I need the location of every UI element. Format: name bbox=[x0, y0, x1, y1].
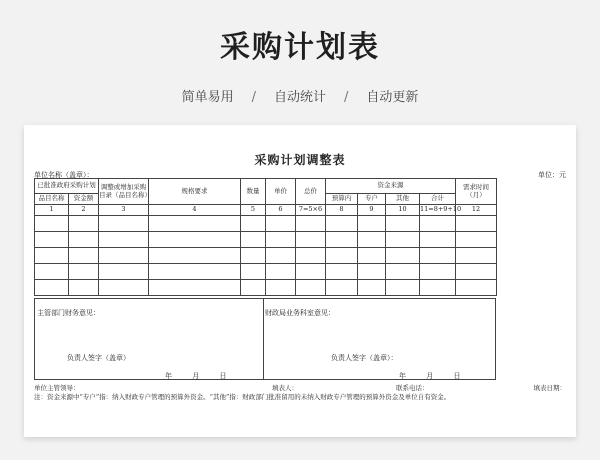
table-cell bbox=[69, 232, 99, 248]
index-cell: 3 bbox=[99, 205, 149, 216]
index-cell: 4 bbox=[149, 205, 241, 216]
index-cell: 10 bbox=[386, 205, 420, 216]
table-cell bbox=[456, 232, 497, 248]
table-cell bbox=[99, 232, 149, 248]
table-cell bbox=[266, 216, 296, 232]
bureau-date: 年 月 日 bbox=[399, 372, 461, 380]
index-cell: 6 bbox=[266, 205, 296, 216]
empty-rows bbox=[35, 216, 497, 296]
table-cell bbox=[69, 264, 99, 280]
table-cell bbox=[386, 216, 420, 232]
table-cell bbox=[326, 232, 358, 248]
form-preview bbox=[24, 125, 576, 437]
table-cell bbox=[386, 248, 420, 264]
table-cell bbox=[35, 232, 69, 248]
table-cell bbox=[326, 216, 358, 232]
unit-name-label: 单位名称（盖章）： bbox=[34, 171, 94, 179]
table-cell bbox=[266, 232, 296, 248]
footer-phone: 联系电话： bbox=[396, 384, 429, 392]
feature-tagline bbox=[0, 86, 600, 105]
index-cell: 1 bbox=[35, 205, 69, 216]
index-cell: 12 bbox=[456, 205, 497, 216]
table-cell bbox=[358, 216, 386, 232]
table-cell bbox=[420, 264, 456, 280]
table-cell bbox=[296, 216, 326, 232]
footer-filler: 填表人： bbox=[272, 384, 298, 392]
finance-opinion-title: 主管部门财务意见： bbox=[37, 309, 100, 317]
table-cell bbox=[420, 216, 456, 232]
index-row bbox=[35, 205, 497, 216]
header-other: 其他 bbox=[386, 194, 420, 205]
table-cell bbox=[149, 280, 241, 296]
header-sum: 合计 bbox=[420, 194, 456, 205]
header-total: 总价 bbox=[296, 179, 326, 205]
table-row bbox=[35, 264, 497, 280]
footnote: 注：资金来源中“专户”指：纳入财政专户管理的预算外资金。“其他”指：财政部门批准留用的未纳入财政专户管理的预算外资金及单位自有资金。 bbox=[34, 393, 451, 401]
finance-sign: 负责人签字（盖章） bbox=[67, 354, 130, 362]
bureau-opinion-title: 财政局业务科室意见： bbox=[265, 309, 335, 317]
header-fund-source: 资金来源 bbox=[326, 179, 456, 194]
index-cell: 9 bbox=[358, 205, 386, 216]
table-cell bbox=[69, 280, 99, 296]
index-cell: 11=8+9+10 bbox=[420, 205, 456, 216]
table-cell bbox=[326, 248, 358, 264]
feature-easy: 简单易用 bbox=[181, 90, 234, 105]
table-cell bbox=[420, 248, 456, 264]
table-cell bbox=[241, 248, 266, 264]
table-row bbox=[35, 280, 497, 296]
table-cell bbox=[386, 232, 420, 248]
table-row bbox=[35, 232, 497, 248]
header-budget-in: 预算内 bbox=[326, 194, 358, 205]
table-cell bbox=[358, 248, 386, 264]
header-adjust-catalog: 调整或增加采购目录（品目名称） bbox=[99, 179, 149, 205]
separator: / bbox=[344, 90, 349, 105]
table-cell bbox=[266, 248, 296, 264]
finance-date: 年 月 日 bbox=[165, 372, 227, 380]
table-cell bbox=[35, 216, 69, 232]
unit-label: 单位：元 bbox=[538, 171, 566, 179]
table-cell bbox=[296, 264, 326, 280]
table-cell bbox=[149, 264, 241, 280]
table-cell bbox=[241, 216, 266, 232]
footer-leader: 单位主管领导： bbox=[34, 384, 80, 392]
table-cell bbox=[456, 280, 497, 296]
table-cell bbox=[99, 280, 149, 296]
page-title: 采购计划表 bbox=[220, 30, 380, 65]
bureau-sign: 负责人签字（盖章）： bbox=[331, 354, 398, 362]
table-cell bbox=[69, 216, 99, 232]
table-cell bbox=[35, 280, 69, 296]
table-cell bbox=[386, 280, 420, 296]
table-cell bbox=[35, 248, 69, 264]
table-cell bbox=[35, 264, 69, 280]
table-cell bbox=[296, 248, 326, 264]
table-cell bbox=[241, 280, 266, 296]
table-row bbox=[35, 248, 497, 264]
table-cell bbox=[358, 264, 386, 280]
index-cell: 8 bbox=[326, 205, 358, 216]
table-cell bbox=[99, 248, 149, 264]
header-amount: 资金额 bbox=[69, 194, 99, 205]
table-cell bbox=[420, 280, 456, 296]
table-row bbox=[35, 216, 497, 232]
table-cell bbox=[326, 264, 358, 280]
table-cell bbox=[266, 264, 296, 280]
table-cell bbox=[358, 280, 386, 296]
header-spec: 规格要求 bbox=[149, 179, 241, 205]
table-cell bbox=[296, 232, 326, 248]
table-cell bbox=[69, 248, 99, 264]
bureau-opinion bbox=[263, 299, 495, 379]
header-special: 专户 bbox=[358, 194, 386, 205]
finance-opinion bbox=[35, 299, 264, 379]
index-cell: 5 bbox=[241, 205, 266, 216]
table-cell bbox=[241, 232, 266, 248]
index-cell: 7=5×6 bbox=[296, 205, 326, 216]
opinions-box bbox=[34, 298, 496, 380]
feature-auto-stats: 自动统计 bbox=[273, 90, 326, 105]
table-cell bbox=[420, 232, 456, 248]
header-item-name: 品目名称 bbox=[35, 194, 69, 205]
table-cell bbox=[326, 280, 358, 296]
header-need-time: 需求时间（月） bbox=[456, 179, 497, 205]
table-cell bbox=[266, 280, 296, 296]
header-approved-plan: 已批准政府采购计划 bbox=[35, 179, 99, 194]
separator: / bbox=[251, 90, 256, 105]
table-cell bbox=[456, 216, 497, 232]
table-cell bbox=[386, 264, 420, 280]
purchase-table bbox=[34, 178, 497, 296]
table-cell bbox=[99, 216, 149, 232]
form-title: 采购计划调整表 bbox=[254, 153, 346, 167]
table-cell bbox=[358, 232, 386, 248]
table-cell bbox=[296, 280, 326, 296]
table-cell bbox=[99, 264, 149, 280]
table-cell bbox=[456, 264, 497, 280]
footer-date: 填表日期： bbox=[533, 384, 566, 392]
feature-auto-update: 自动更新 bbox=[366, 90, 419, 105]
table-cell bbox=[456, 248, 497, 264]
index-cell: 2 bbox=[69, 205, 99, 216]
table-cell bbox=[149, 248, 241, 264]
table-cell bbox=[149, 232, 241, 248]
table-cell bbox=[149, 216, 241, 232]
header-price: 单价 bbox=[266, 179, 296, 205]
header-quantity: 数量 bbox=[241, 179, 266, 205]
table-cell bbox=[241, 264, 266, 280]
